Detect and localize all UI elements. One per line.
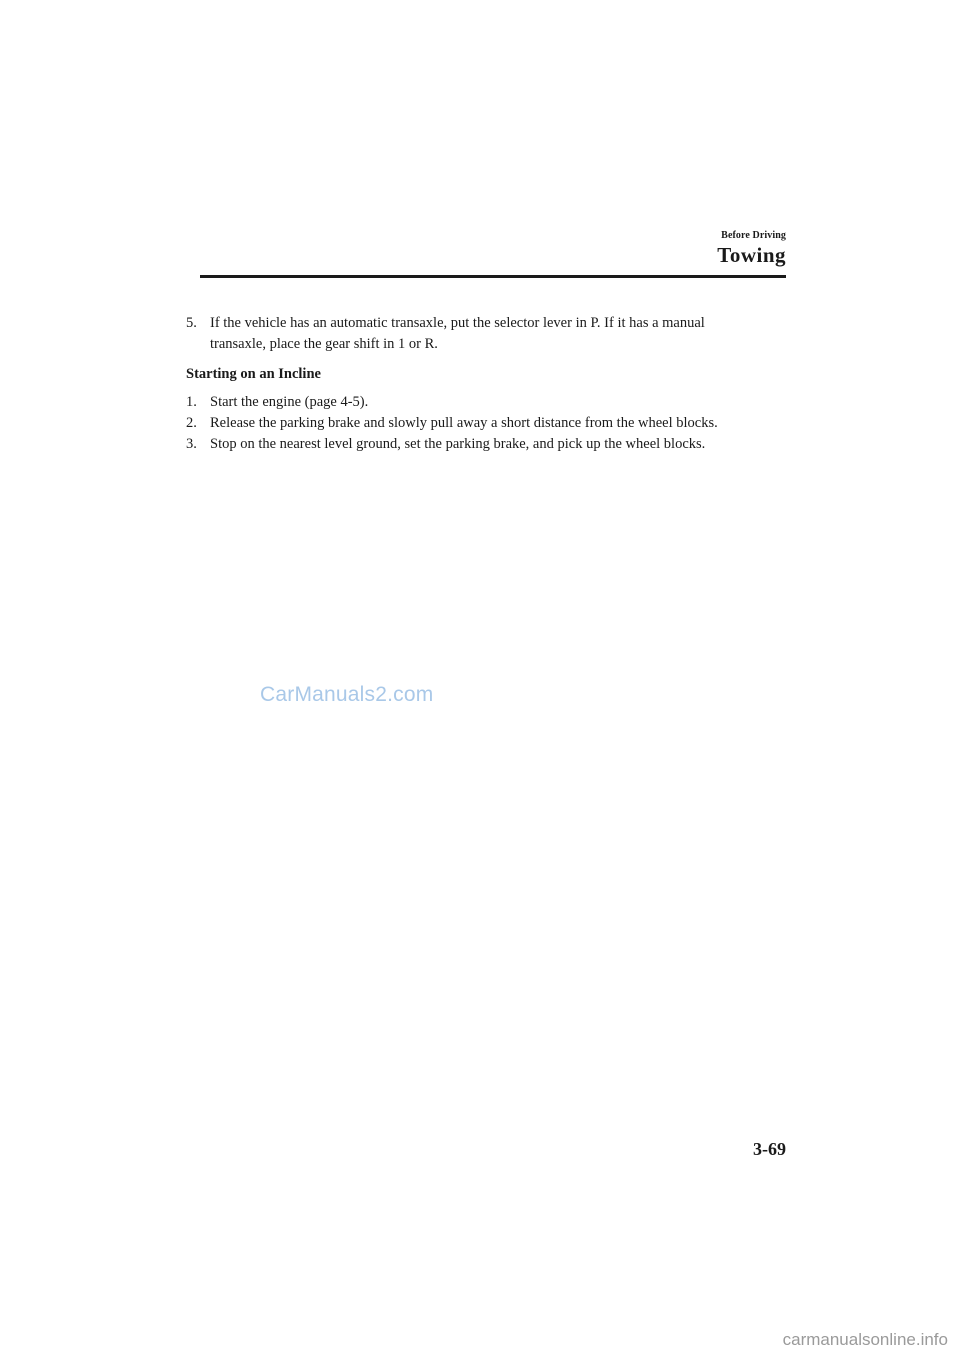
step-text-line: If the vehicle has an automatic transaxle, put the selector lever in P. If it has a manual [210,315,705,331]
section-heading: Starting on an Incline [186,366,321,382]
page-content [186,313,786,455]
step-text: Release the parking brake and slowly pull away a short distance from the wheel blocks. [210,415,718,431]
footer-watermark[interactable]: carmanualsonline.info [782,1330,948,1349]
step-number: 5. [186,315,197,331]
section-label: Before Driving [721,230,786,241]
step-text-line: transaxle, place the gear shift in 1 or R. [210,336,438,352]
step-item [186,413,786,434]
header-divider [200,275,786,278]
step-number: 2. [186,415,197,431]
step-text: Stop on the nearest level ground, set the parking brake, and pick up the wheel blocks. [210,436,706,452]
step-number: 1. [186,394,197,410]
step-item [186,313,786,355]
watermark-link[interactable]: CarManuals2.com [260,683,434,706]
step-text: Start the engine (page 4-5). [210,394,369,410]
page-number: 3-69 [753,1139,786,1159]
step-item [186,392,786,413]
step-item [186,434,786,455]
chapter-title: Towing [717,243,786,267]
step-number: 3. [186,436,197,452]
